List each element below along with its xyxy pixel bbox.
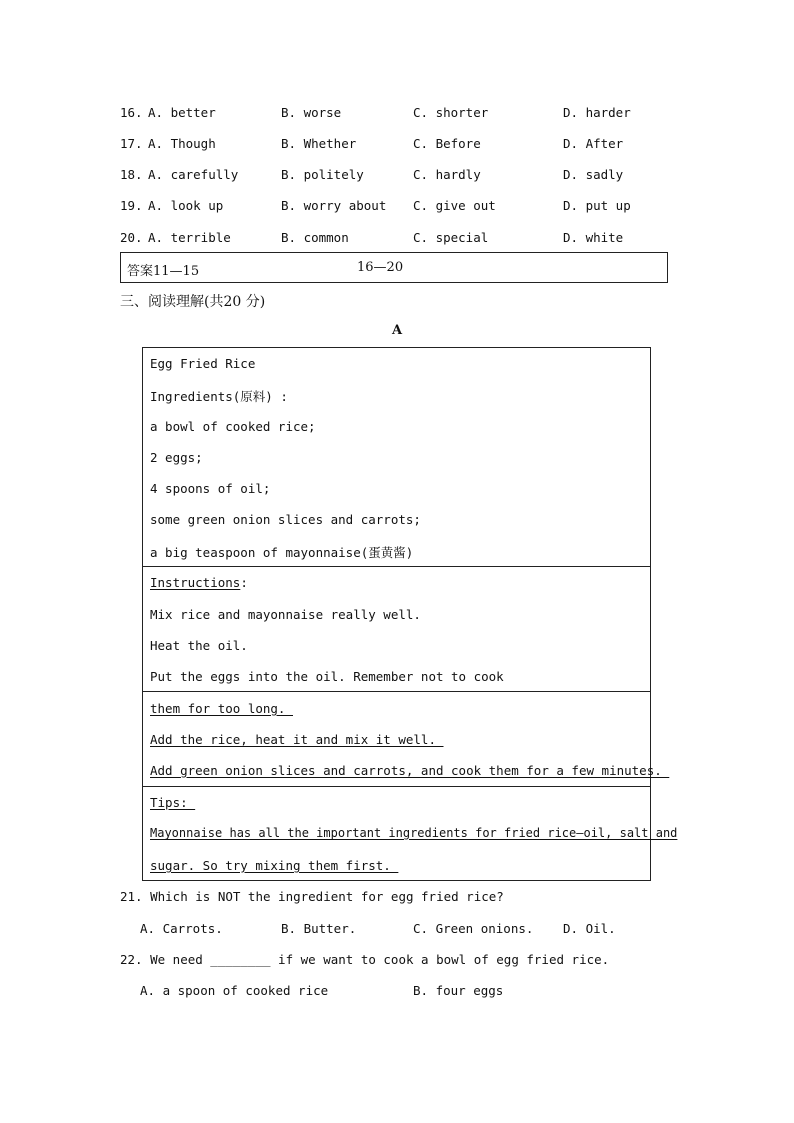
tips-text: Mayonnaise has all the important ingredients for fried rice—oil, salt and bbox=[150, 826, 678, 840]
option-a: A. carefully bbox=[148, 167, 239, 182]
instruction-step: them for too long. bbox=[150, 701, 293, 716]
option-d: D. sadly bbox=[563, 167, 624, 182]
question-21-option-d: D. Oil. bbox=[563, 921, 616, 936]
divider bbox=[142, 691, 651, 692]
option-b: B. worse bbox=[281, 105, 342, 120]
tips-label: Tips: bbox=[150, 795, 196, 810]
option-c: C. Before bbox=[413, 136, 481, 151]
question-21-option-c: C. Green onions. bbox=[413, 921, 534, 936]
option-a: A. terrible bbox=[148, 230, 231, 245]
instructions-colon: : bbox=[240, 575, 248, 590]
ingredients-label: Ingredients(原料) : bbox=[150, 389, 288, 404]
ingredient-item: a bowl of cooked rice; bbox=[150, 419, 316, 434]
question-22-option-b: B. four eggs bbox=[413, 983, 504, 998]
section-heading: 三、阅读理解(共20 分) bbox=[120, 294, 266, 310]
question-22-option-a: A. a spoon of cooked rice bbox=[140, 983, 329, 998]
option-c: C. give out bbox=[413, 198, 496, 213]
question-number: 18. bbox=[120, 167, 143, 182]
option-a: A. better bbox=[148, 105, 216, 120]
option-row-17 bbox=[0, 136, 794, 156]
instructions-heading bbox=[150, 575, 248, 590]
divider bbox=[142, 786, 651, 787]
divider bbox=[142, 566, 651, 567]
ingredient-item: a big teaspoon of mayonnaise(蛋黄酱) bbox=[150, 545, 414, 560]
instruction-step: Mix rice and mayonnaise really well. bbox=[150, 607, 421, 622]
option-b: B. politely bbox=[281, 167, 364, 182]
ingredient-item: 2 eggs; bbox=[150, 450, 203, 465]
option-row-20 bbox=[0, 230, 794, 250]
option-a: A. Though bbox=[148, 136, 216, 151]
option-d: D. put up bbox=[563, 198, 631, 213]
instruction-step: Heat the oil. bbox=[150, 638, 248, 653]
option-row-19 bbox=[0, 198, 794, 218]
answer-label-11-15: 答案11—15 bbox=[127, 264, 200, 279]
passage-label: A bbox=[392, 323, 403, 338]
instruction-step: Add green onion slices and carrots, and cook them for a few minutes. bbox=[150, 763, 670, 778]
ingredient-item: some green onion slices and carrots; bbox=[150, 512, 421, 527]
option-c: C. hardly bbox=[413, 167, 481, 182]
question-number: 20. bbox=[120, 230, 143, 245]
option-c: C. shorter bbox=[413, 105, 489, 120]
question-number: 19. bbox=[120, 198, 143, 213]
tips-text: sugar. So try mixing them first. bbox=[150, 858, 399, 873]
question-21-option-a: A. Carrots. bbox=[140, 921, 223, 936]
ingredient-item: 4 spoons of oil; bbox=[150, 481, 271, 496]
option-a: A. look up bbox=[148, 198, 224, 213]
option-row-18 bbox=[0, 167, 794, 187]
instructions-label: Instructions bbox=[150, 575, 241, 590]
option-c: C. special bbox=[413, 230, 489, 245]
question-21-stem: 21. Which is NOT the ingredient for egg fried rice? bbox=[120, 889, 504, 904]
option-b: B. Whether bbox=[281, 136, 357, 151]
question-number: 16. bbox=[120, 105, 143, 120]
question-22-stem: 22. We need ________ if we want to cook a bowl of egg fried rice. bbox=[120, 952, 610, 967]
option-d: D. white bbox=[563, 230, 624, 245]
option-b: B. worry about bbox=[281, 198, 387, 213]
instruction-step: Put the eggs into the oil. Remember not to cook bbox=[150, 669, 504, 684]
question-number: 17. bbox=[120, 136, 143, 151]
answer-label-16-20: 16—20 bbox=[357, 260, 404, 275]
option-d: D. After bbox=[563, 136, 624, 151]
instruction-step: Add the rice, heat it and mix it well. bbox=[150, 732, 444, 747]
option-d: D. harder bbox=[563, 105, 631, 120]
question-21-option-b: B. Butter. bbox=[281, 921, 357, 936]
recipe-title: Egg Fried Rice bbox=[150, 356, 256, 371]
option-row-16 bbox=[0, 105, 794, 125]
option-b: B. common bbox=[281, 230, 349, 245]
